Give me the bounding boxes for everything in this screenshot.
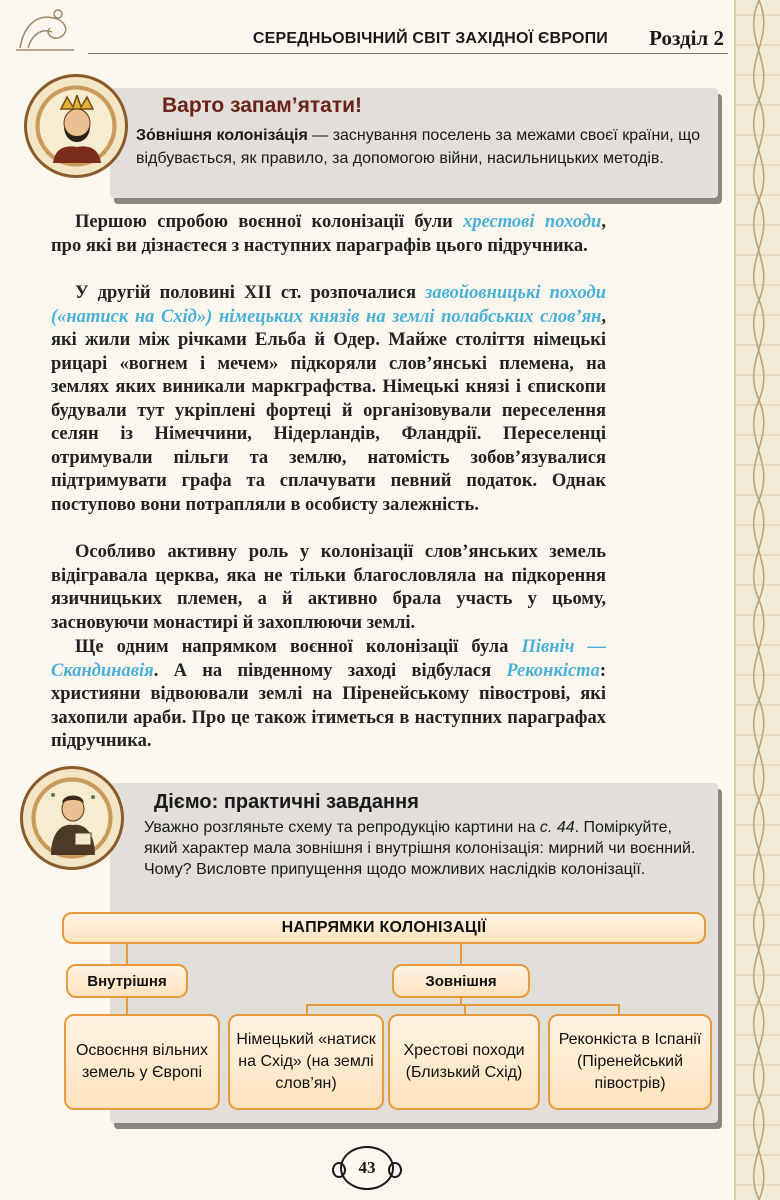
practice-text-start: Уважно розгляньте схему та репродукцію картини на xyxy=(144,819,540,836)
internal-colonization-node: Внутрішня xyxy=(66,964,188,998)
paragraph-3-text: Особливо активну роль у колонізації слов’янських земель відігравала церква, яка не тільки благословляла на підкорення язичницьких племен, а й активно брала участь у цьому, засновуючи монастирі й захоплюючи землі. xyxy=(51,542,606,633)
header-rule xyxy=(88,53,728,54)
scribe-portrait-icon xyxy=(45,787,101,855)
connector xyxy=(460,944,462,964)
remember-box xyxy=(110,88,718,198)
leaf-node-europe: Освоєння вільних земель у Європі xyxy=(64,1014,220,1110)
connector xyxy=(618,1004,620,1014)
paragraph-4 xyxy=(51,636,606,754)
connector xyxy=(306,1004,618,1006)
paragraph-4-text-mid: . А на південному заході відбулася xyxy=(153,660,507,681)
practice-text-end: . Поміркуйте, який характер мала зовнішня і внутрішня колонізація: мирний чи воєнний. Чому? Висловте припущення щодо можливих наслідків колонізації. xyxy=(144,819,696,878)
term-crusades: хрестові походи xyxy=(463,212,602,232)
scribe-medallion xyxy=(20,766,124,870)
leaf-node-crusades: Хрестові походи (Близький Схід) xyxy=(388,1014,540,1110)
paragraph-4-text-end: : християни відвоювали землі на Піренейському півострові, які захопили араби. Про це також ітиметься в наступних параграфах підручника. xyxy=(51,660,606,751)
paragraph-2-text-end: , які жили між річками Ельба й Одер. Майже століття німецькі рицарі «вогнем і мечем» підкоряли слов’янські племена, на землях яких виникали маркграфства. Німецькі князі і єпископи будували тут укріплені фортеці й організовували переселення селян із Німеччини, Нідерландів, Фландрії. Переселенці отримували пільги та землю, натомість зобов’язувалися підтримувати графа та сплачувати певний податок. Однак поступово вони потрапляли в особисту залежність. xyxy=(51,306,606,515)
king-medallion xyxy=(24,74,128,178)
page-header xyxy=(88,26,728,54)
paragraph-3 xyxy=(51,541,606,635)
paragraph-1-text: Першою спробою воєнної колонізації були xyxy=(75,212,464,232)
connector xyxy=(306,1004,308,1014)
practice-text xyxy=(144,817,708,880)
paragraph-4-text: Ще одним напрямком воєнної колонізації була xyxy=(75,637,522,657)
definition-text xyxy=(136,124,710,170)
paragraph-2 xyxy=(51,282,606,517)
section-label: Розділ 2 xyxy=(649,26,724,50)
leaf-node-drang-nach-osten: Німецький «натиск на Схід» (на землі слов’ян) xyxy=(228,1014,384,1110)
defined-term: Зо́внішня колоніза́ція xyxy=(136,127,308,144)
connector xyxy=(464,1004,466,1014)
page-number: 43 xyxy=(340,1146,394,1190)
corner-ornament-icon xyxy=(14,4,78,54)
external-colonization-node: Зовнішня xyxy=(392,964,530,998)
paragraph-2-text: У другій половині XII ст. розпочалися xyxy=(75,283,426,303)
paragraph-1-text-end: , про які ви дізнаєтеся з наступних параграфів цього підручника. xyxy=(51,212,606,256)
remember-heading: Варто запам’ятати! xyxy=(162,94,363,117)
term-scandinavia: Північ — Скандинавія xyxy=(51,637,606,681)
term-drang-nach-osten: завойовницькі походи («натиск на Схід») німецьких князів на землі полабських слов’ян xyxy=(51,283,607,327)
leaf-node-reconquista: Реконкіста в Іспанії (Піренейський півострів) xyxy=(548,1014,712,1110)
term-reconquista: Реконкіста xyxy=(506,660,600,681)
connector xyxy=(126,998,128,1014)
connector xyxy=(126,944,128,964)
diagram-root-node: НАПРЯМКИ КОЛОНІЗАЦІЇ xyxy=(62,912,706,944)
vine-ornament-icon xyxy=(736,0,780,1200)
king-portrait-icon xyxy=(49,95,105,163)
chapter-title: СЕРЕДНЬОВІЧНИЙ СВІТ ЗАХІДНОЇ ЄВРОПИ xyxy=(252,30,608,47)
page-reference: с. 44 xyxy=(539,819,575,836)
paragraph-1 xyxy=(51,211,606,258)
decorative-border xyxy=(734,0,780,1200)
practice-heading: Діємо: практичні завдання xyxy=(154,791,419,813)
definition: — заснування поселень за межами своєї країни, що відбувається, як правило, за допомогою війни, насильницьких методів. xyxy=(136,127,700,167)
connector xyxy=(460,998,462,1006)
